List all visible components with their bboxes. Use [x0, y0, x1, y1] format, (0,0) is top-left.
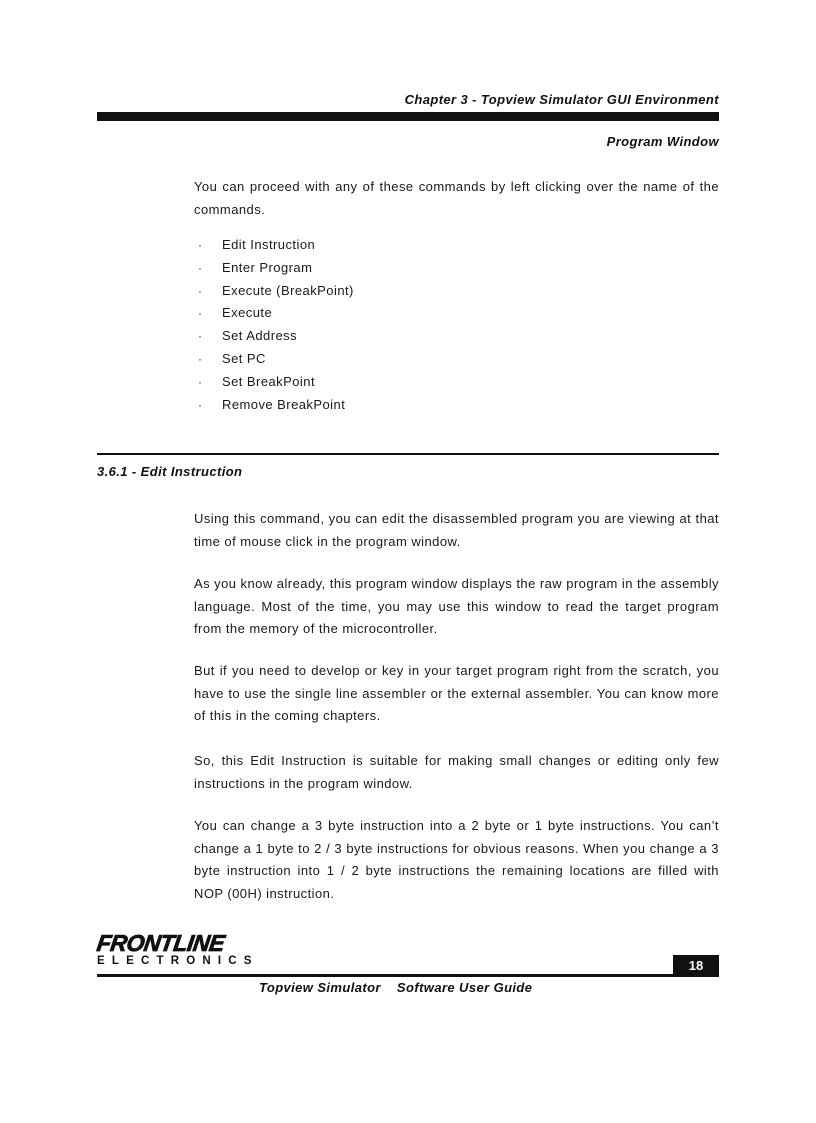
- electronics-logo-text: ELECTRONICS: [97, 955, 259, 967]
- intro-paragraph: You can proceed with any of these commands by left clicking over the name of the commands.: [194, 179, 719, 217]
- list-item: [194, 234, 354, 257]
- page-number: 18: [673, 955, 719, 976]
- bullet-icon: ·: [198, 351, 203, 366]
- frontline-logo: FRONTLINE: [95, 930, 227, 956]
- list-item: [194, 257, 354, 280]
- footer-divider: [97, 974, 719, 977]
- list-item: [194, 302, 354, 325]
- list-item: [194, 280, 354, 303]
- section-title: Program Window: [606, 134, 719, 149]
- bullet-icon: ·: [198, 397, 203, 412]
- bullet-icon: ·: [198, 260, 203, 275]
- subsection-heading: 3.6.1 - Edit Instruction: [97, 464, 243, 479]
- body-paragraph: As you know already, this program window displays the raw program in the assembly language. Most of the time, you may use this window to read the target program from the memory of the microcontroller.: [194, 576, 719, 637]
- bullet-icon: ·: [198, 283, 203, 298]
- section-divider: [97, 453, 719, 455]
- body-paragraph: Using this command, you can edit the disassembled program you are viewing at that time of mouse click in the program window.: [194, 511, 719, 549]
- command-label: Execute: [222, 305, 273, 321]
- body-paragraph: So, this Edit Instruction is suitable for making small changes or editing only few instructions in the program window.: [194, 753, 719, 791]
- bullet-icon: ·: [198, 329, 203, 344]
- list-item: [194, 371, 354, 394]
- chapter-title: Chapter 3 - Topview Simulator GUI Environment: [404, 92, 719, 107]
- command-label: Execute (BreakPoint): [222, 282, 354, 298]
- bullet-icon: ·: [198, 306, 203, 321]
- command-label: Edit Instruction: [222, 237, 316, 252]
- body-paragraph: You can change a 3 byte instruction into a 2 byte or 1 byte instructions. You can’t change a 1 byte to 2 / 3 byte instructions for obvious reasons. When you change a 3 byte instruction into 1 / 2 byte instructions the remaining locations are filled with NOP (00H) instruction.: [194, 818, 719, 902]
- list-item: [194, 325, 354, 348]
- command-list: [194, 234, 354, 416]
- list-item: [194, 394, 354, 417]
- list-item: [194, 348, 354, 371]
- bullet-icon: ·: [198, 374, 203, 389]
- command-label: Set BreakPoint: [222, 373, 316, 389]
- command-label: Set Address: [222, 328, 298, 344]
- command-label: Set PC: [222, 350, 266, 366]
- command-label: Enter Program: [222, 259, 313, 275]
- command-label: Remove BreakPoint: [222, 396, 346, 412]
- bullet-icon: ·: [198, 238, 203, 252]
- body-paragraph: But if you need to develop or key in your target program right from the scratch, you have to use the single line assembler or the external assembler. You can know more of this in the coming chapters.: [194, 663, 719, 724]
- header-divider: [97, 112, 719, 121]
- guide-title: Topview Simulator Software User Guide: [259, 980, 533, 995]
